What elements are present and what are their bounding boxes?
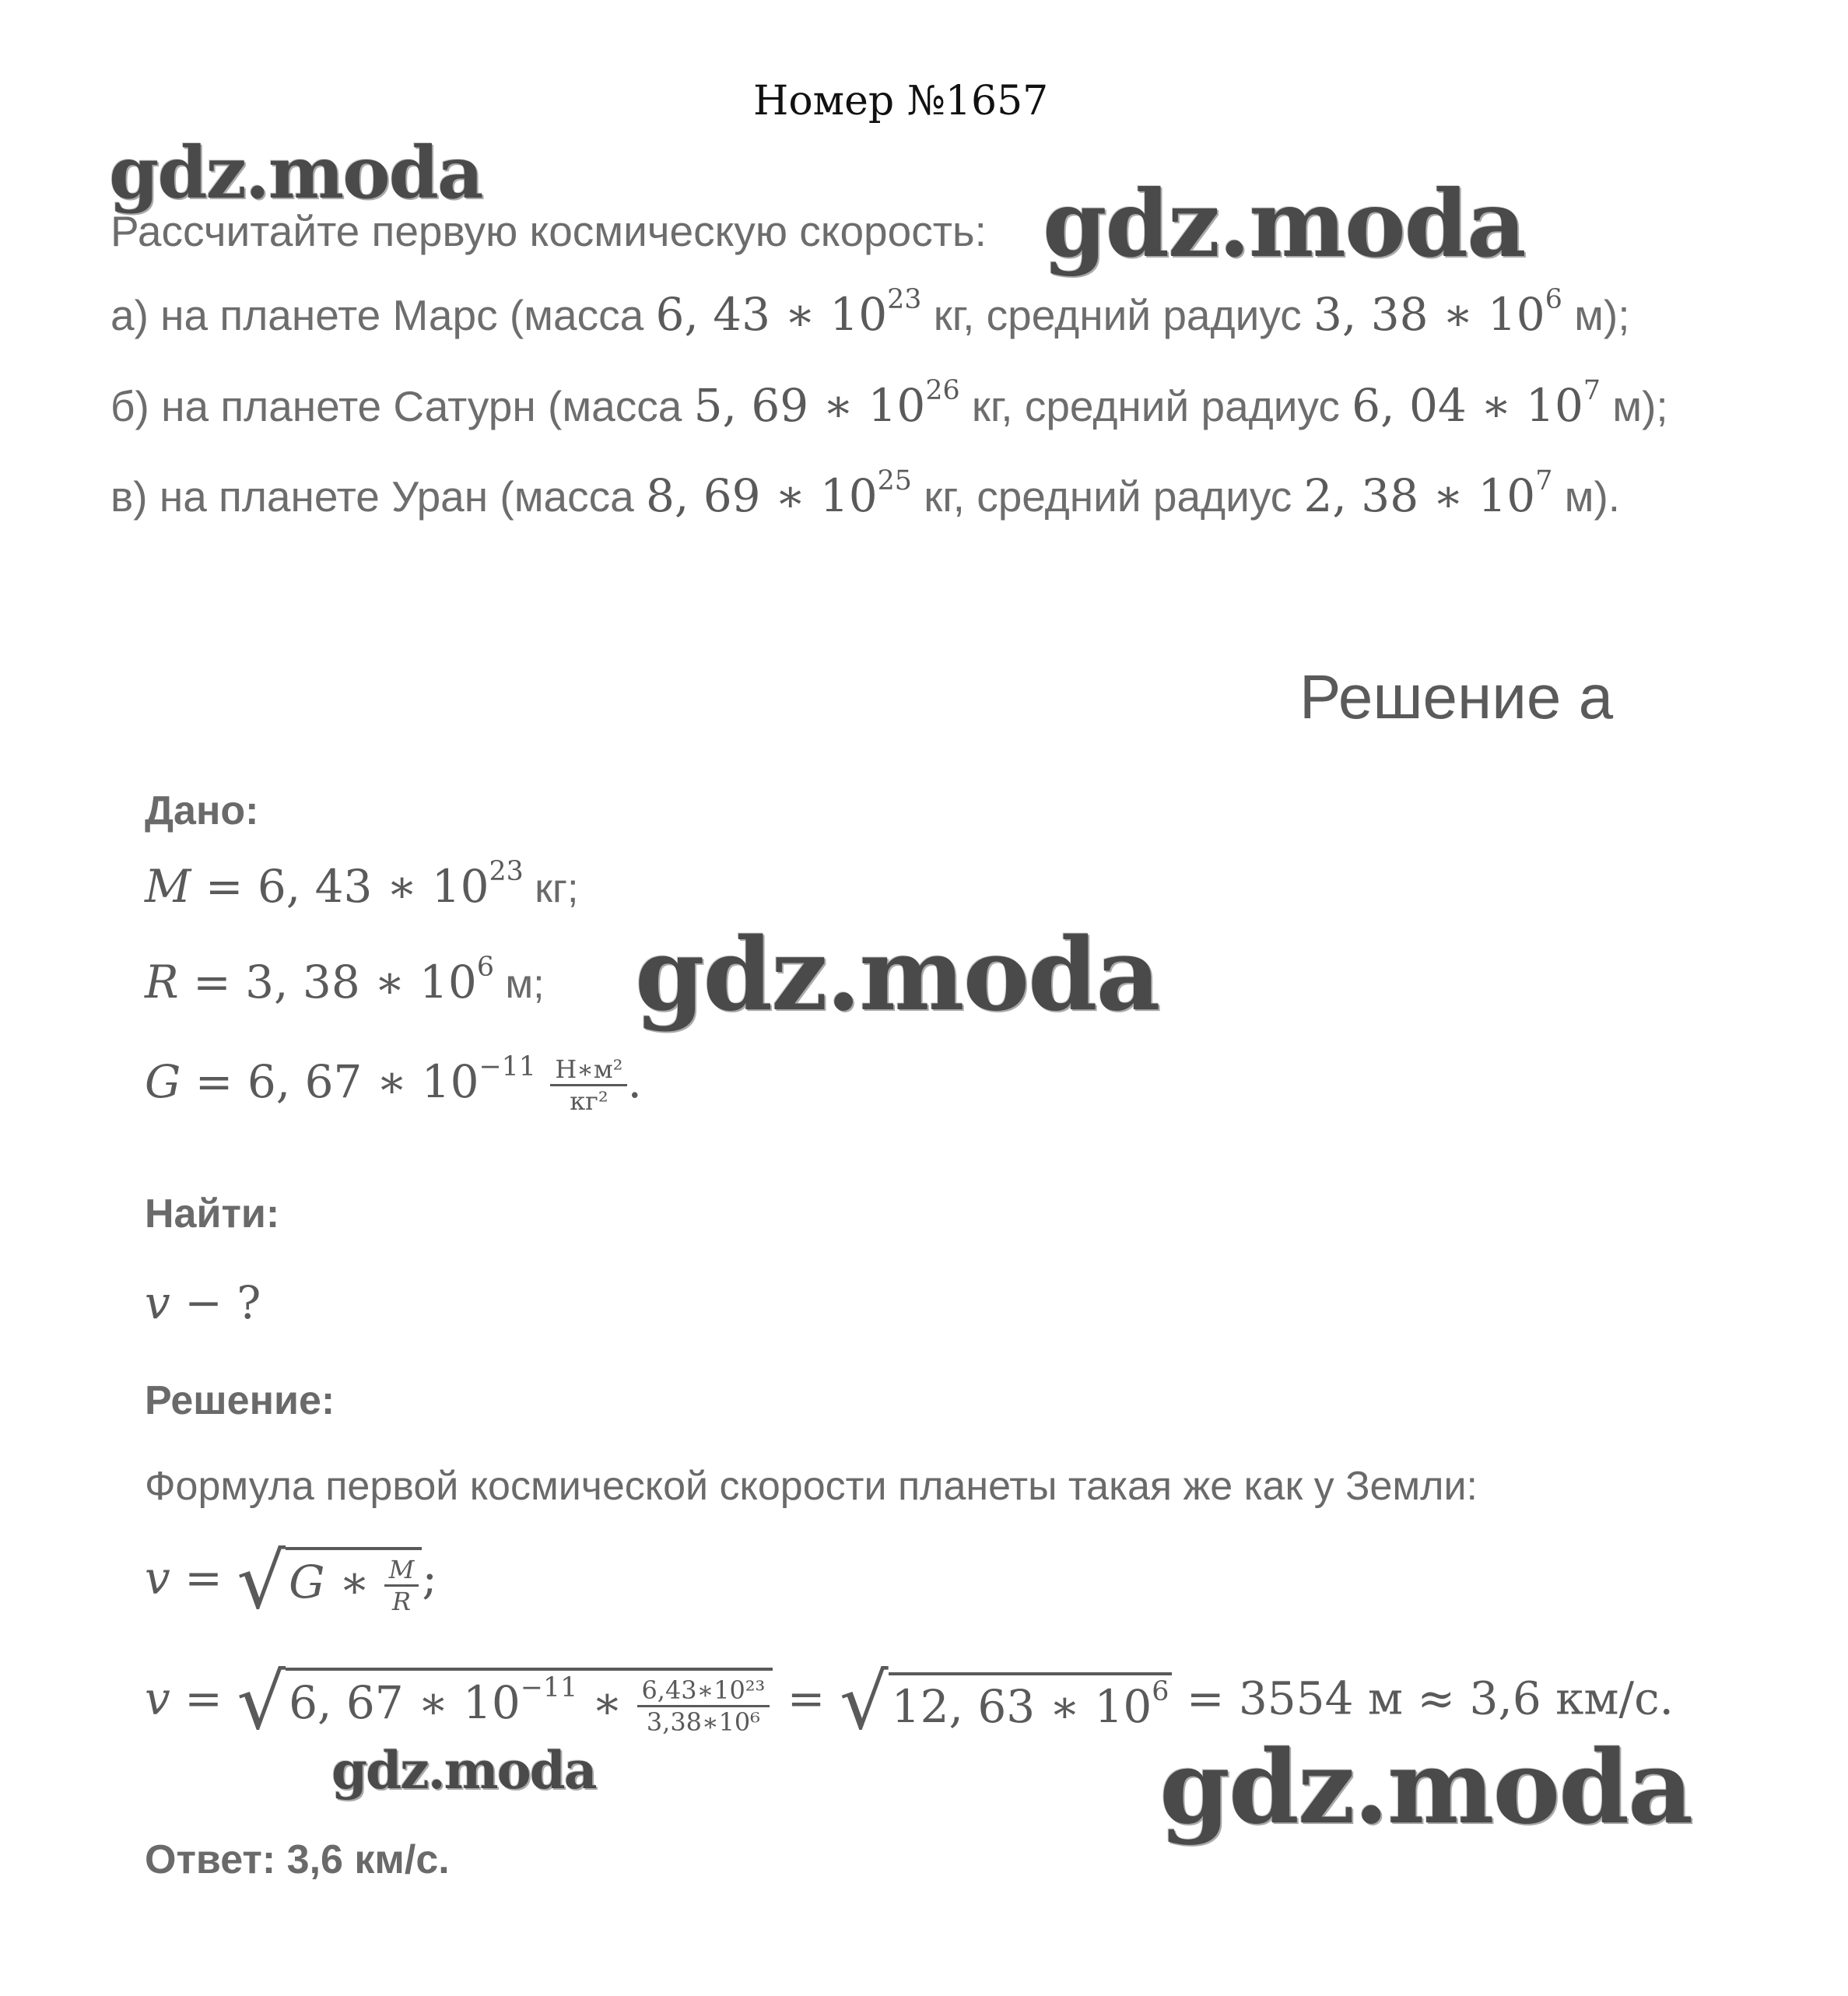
- watermark: gdz.moda: [109, 131, 482, 215]
- given-radius: R = 3, 38 ∗ $10^6$ м;: [145, 952, 545, 1009]
- watermark: gdz.moda: [1043, 170, 1525, 278]
- given-mass: M = 6, 43 ∗ $10^{23}$ кг;: [145, 856, 579, 913]
- page-title: Номер №1657: [753, 78, 1049, 125]
- task-item-b: б) на планете Сатурн (масса 5, 69 ∗ $10^{26}$ кг, средний радиус 6, 04 ∗ $10^7$ м);: [110, 375, 1668, 432]
- unit-fraction: $\frac{\text{Н∗м²}}{\text{кг²}}$: [550, 1054, 627, 1117]
- find-value: v − ?: [145, 1276, 261, 1329]
- given-label: Дано:: [145, 788, 259, 833]
- watermark: gdz.moda: [1159, 1728, 1692, 1847]
- watermark: gdz.moda: [635, 917, 1159, 1033]
- formula-text: Формула первой космической скорости планеты такая же как у Земли:: [145, 1464, 1478, 1509]
- task-item-a: а) на планете Марс (масса 6, 43 ∗ $10^{23}$ кг, средний радиус 3, 38 ∗ $10^6$ м);: [110, 284, 1630, 341]
- task-item-c: в) на планете Уран (масса 8, 69 ∗ $10^{25}$ кг, средний радиус 2, 38 ∗ $10^7$ м).: [110, 465, 1621, 522]
- find-label: Найти:: [145, 1191, 280, 1237]
- answer: Ответ: 3,6 км/с.: [145, 1837, 450, 1882]
- given-gravity-constant: G = 6, 67 ∗ $10^{-11}$ $\frac{\text{Н∗м²}}{\text{кг²}}$ .: [145, 1051, 642, 1117]
- formula: v = √G ∗ $\frac{M}{R}$ ;: [145, 1537, 437, 1626]
- calculation: v = √6, 67 ∗ $10^{-11}$ ∗ $\frac{\text{6,43∗10²³}}{\text{3,38∗10⁶}}$ = √12, 63 ∗ $10^6 = 3554$ м ≈ 3,6 км/с.: [145, 1657, 1674, 1747]
- solution-heading: Решение а: [1299, 662, 1614, 731]
- watermark: gdz.moda: [331, 1740, 596, 1801]
- task-intro: Рассчитайте первую космическую скорость:: [110, 207, 987, 255]
- solve-label: Решение:: [145, 1378, 335, 1423]
